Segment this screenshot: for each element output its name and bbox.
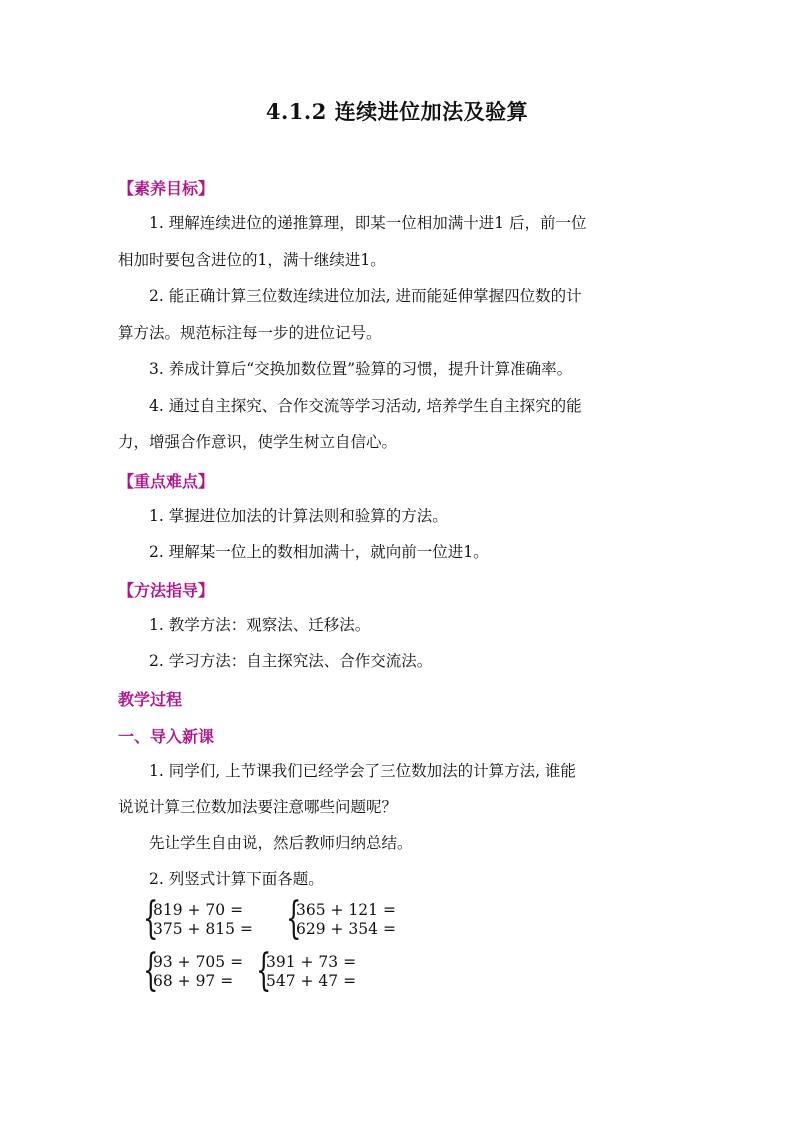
equation: 819 + 70 = bbox=[153, 901, 244, 919]
heading-process: 教学过程 bbox=[118, 690, 183, 709]
key-point-1: 1. 掌握进位加法的计算法则和验算的方法。 bbox=[149, 507, 448, 525]
intro-2: 2. 列竖式计算下面各题。 bbox=[149, 870, 324, 888]
brace-icon: { bbox=[143, 893, 159, 944]
goal-1-line-1: 1. 理解连续进位的递推算理，即某一位相加满十进1 后，前一位 bbox=[149, 214, 587, 232]
goal-2-line-2: 算方法。规范标注每一步的进位记号。 bbox=[118, 324, 382, 342]
key-point-2: 2. 理解某一位上的数相加满十，就向前一位进1。 bbox=[149, 543, 489, 561]
brace-icon: { bbox=[143, 945, 159, 996]
method-1: 1. 教学方法：观察法、迁移法。 bbox=[149, 616, 371, 634]
equation: 68 + 97 = bbox=[153, 972, 234, 990]
goal-4-line-2: 力，增强合作意识，使学生树立自信心。 bbox=[118, 433, 398, 451]
intro-note: 先让学生自由说，然后教师归纳总结。 bbox=[149, 834, 413, 852]
brace-icon: { bbox=[256, 945, 272, 996]
goal-2-line-1: 2. 能正确计算三位数连续进位加法, 进而能延伸掌握四位数的计 bbox=[149, 287, 582, 305]
heading-method: 【方法指导】 bbox=[118, 581, 215, 600]
equation: 629 + 354 = bbox=[296, 920, 396, 938]
equation: 365 + 121 = bbox=[296, 901, 396, 919]
equation: 375 + 815 = bbox=[153, 920, 253, 938]
equation: 547 + 47 = bbox=[266, 972, 357, 990]
equation: 93 + 705 = bbox=[153, 953, 244, 971]
page-title: 4.1.2 连续进位加法及验算 bbox=[265, 99, 529, 124]
brace-icon: { bbox=[286, 893, 302, 944]
heading-goals: 【素养目标】 bbox=[118, 179, 215, 198]
goal-3: 3. 养成计算后“交换加数位置”验算的习惯，提升计算准确率。 bbox=[149, 360, 573, 378]
method-2: 2. 学习方法：自主探究法、合作交流法。 bbox=[149, 652, 433, 670]
heading-key-points: 【重点难点】 bbox=[118, 472, 215, 491]
heading-intro: 一、导入新课 bbox=[118, 727, 215, 746]
equation: 391 + 73 = bbox=[266, 953, 357, 971]
intro-1-line-1: 1. 同学们, 上节课我们已经学会了三位数加法的计算方法, 谁能 bbox=[149, 762, 576, 780]
intro-1-line-2: 说说计算三位数加法要注意哪些问题呢？ bbox=[118, 798, 398, 816]
goal-1-line-2: 相加时要包含进位的1，满十继续进1。 bbox=[118, 251, 386, 269]
goal-4-line-1: 4. 通过自主探究、合作交流等学习活动, 培养学生自主探究的能 bbox=[149, 397, 582, 415]
